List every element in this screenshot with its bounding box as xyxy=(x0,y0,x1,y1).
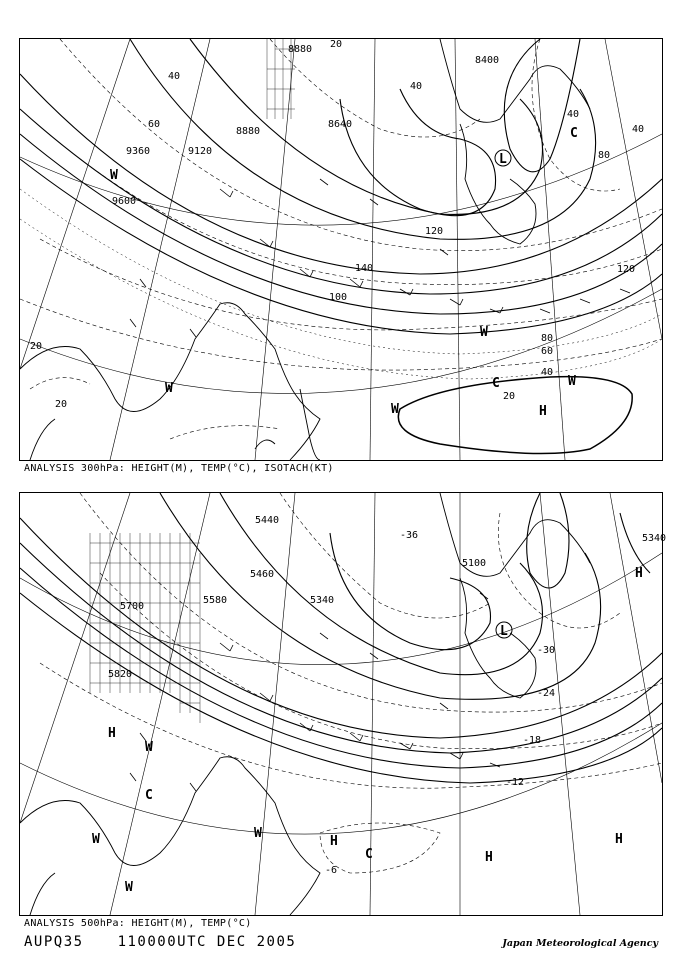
height-labels xyxy=(108,515,666,680)
temp-label: -24 xyxy=(537,688,556,699)
caption-300hpa: ANALYSIS 300hPa: HEIGHT(M), TEMP(°C), ISOTACH(KT) xyxy=(24,463,334,474)
height-label: 5340 xyxy=(642,533,667,544)
wind-barbs xyxy=(130,593,500,791)
isotach-label: 20 xyxy=(330,39,343,50)
low-symbol: L xyxy=(500,624,508,639)
warm-symbol: W xyxy=(165,381,173,396)
isotach-label: 40 xyxy=(632,124,645,135)
pressure-symbols xyxy=(110,126,578,419)
graticule xyxy=(20,39,662,460)
isotach-label: 80 xyxy=(541,333,554,344)
map-500hpa-canvas xyxy=(20,493,667,915)
cold-symbol: C xyxy=(145,788,153,803)
high-symbol: H xyxy=(485,850,493,865)
hatched-region xyxy=(90,533,200,723)
isotach-label: 60 xyxy=(148,119,161,130)
height-label: 8880 xyxy=(288,44,313,55)
analysis-300hpa-map xyxy=(19,38,663,461)
temp-label: -6 xyxy=(325,865,338,876)
height-label: 8640 xyxy=(328,119,353,130)
analysis-time: 110000UTC DEC 2005 xyxy=(117,934,297,950)
cold-symbol: C xyxy=(365,847,373,862)
temp-label: -36 xyxy=(400,530,419,541)
high-symbol: H xyxy=(539,404,547,419)
isotach-label: 100 xyxy=(329,292,348,303)
chart-footer xyxy=(24,934,330,950)
height-label: 5820 xyxy=(108,669,133,680)
agency-name: Japan Meteorological Agency xyxy=(502,938,658,949)
warm-symbol: W xyxy=(110,168,118,183)
height-labels xyxy=(112,44,499,207)
high-symbol: H xyxy=(615,832,623,847)
high-symbol: H xyxy=(330,834,338,849)
height-contours xyxy=(20,493,662,783)
isotach-label: 40 xyxy=(567,109,580,120)
isotach-label: 120 xyxy=(617,264,636,275)
isotach-label: 40 xyxy=(410,81,423,92)
height-label: 5460 xyxy=(250,569,275,580)
map-300hpa-canvas xyxy=(20,39,662,460)
warm-symbol: W xyxy=(391,402,399,417)
height-label: 5100 xyxy=(462,558,487,569)
isotach-label: 20 xyxy=(55,399,68,410)
temp-label: -12 xyxy=(506,777,525,788)
height-label: 9600 xyxy=(112,196,137,207)
high-symbol: H xyxy=(108,726,116,741)
analysis-500hpa-map xyxy=(19,492,667,916)
temp-label: -18 xyxy=(523,735,542,746)
isotach-label: 20 xyxy=(503,391,516,402)
warm-symbol: W xyxy=(145,740,153,755)
cold-symbol: C xyxy=(492,376,500,391)
caption-500hpa: ANALYSIS 500hPa: HEIGHT(M), TEMP(°C) xyxy=(24,918,252,929)
temp-label: -30 xyxy=(537,645,556,656)
chart-code: AUPQ35 xyxy=(24,934,84,950)
height-label: 5700 xyxy=(120,601,145,612)
isotach-label: 120 xyxy=(425,226,444,237)
high-symbol: H xyxy=(635,566,643,581)
cold-symbol: C xyxy=(570,126,578,141)
height-label: 9120 xyxy=(188,146,213,157)
height-label: 5580 xyxy=(203,595,228,606)
wind-barbs xyxy=(130,179,630,337)
isotach-label: 20 xyxy=(30,341,43,352)
isotach-label: 40 xyxy=(541,367,554,378)
isotach-labels xyxy=(30,39,644,410)
warm-symbol: W xyxy=(92,832,100,847)
warm-symbol: W xyxy=(125,880,133,895)
isotach-label: 140 xyxy=(355,263,374,274)
coastlines xyxy=(20,493,590,915)
height-label: 8880 xyxy=(236,126,261,137)
height-label: 5440 xyxy=(255,515,280,526)
isotach-label: 40 xyxy=(168,71,181,82)
isotach-label: 60 xyxy=(541,346,554,357)
isotach-label: 80 xyxy=(598,150,611,161)
warm-symbol: W xyxy=(480,325,488,340)
warm-symbol: W xyxy=(568,374,576,389)
low-symbol: L xyxy=(499,152,507,167)
warm-symbol: W xyxy=(254,826,262,841)
height-label: 5340 xyxy=(310,595,335,606)
graticule xyxy=(20,493,662,915)
height-label: 9360 xyxy=(126,146,151,157)
height-label: 8400 xyxy=(475,55,500,66)
isotherms xyxy=(20,39,662,439)
